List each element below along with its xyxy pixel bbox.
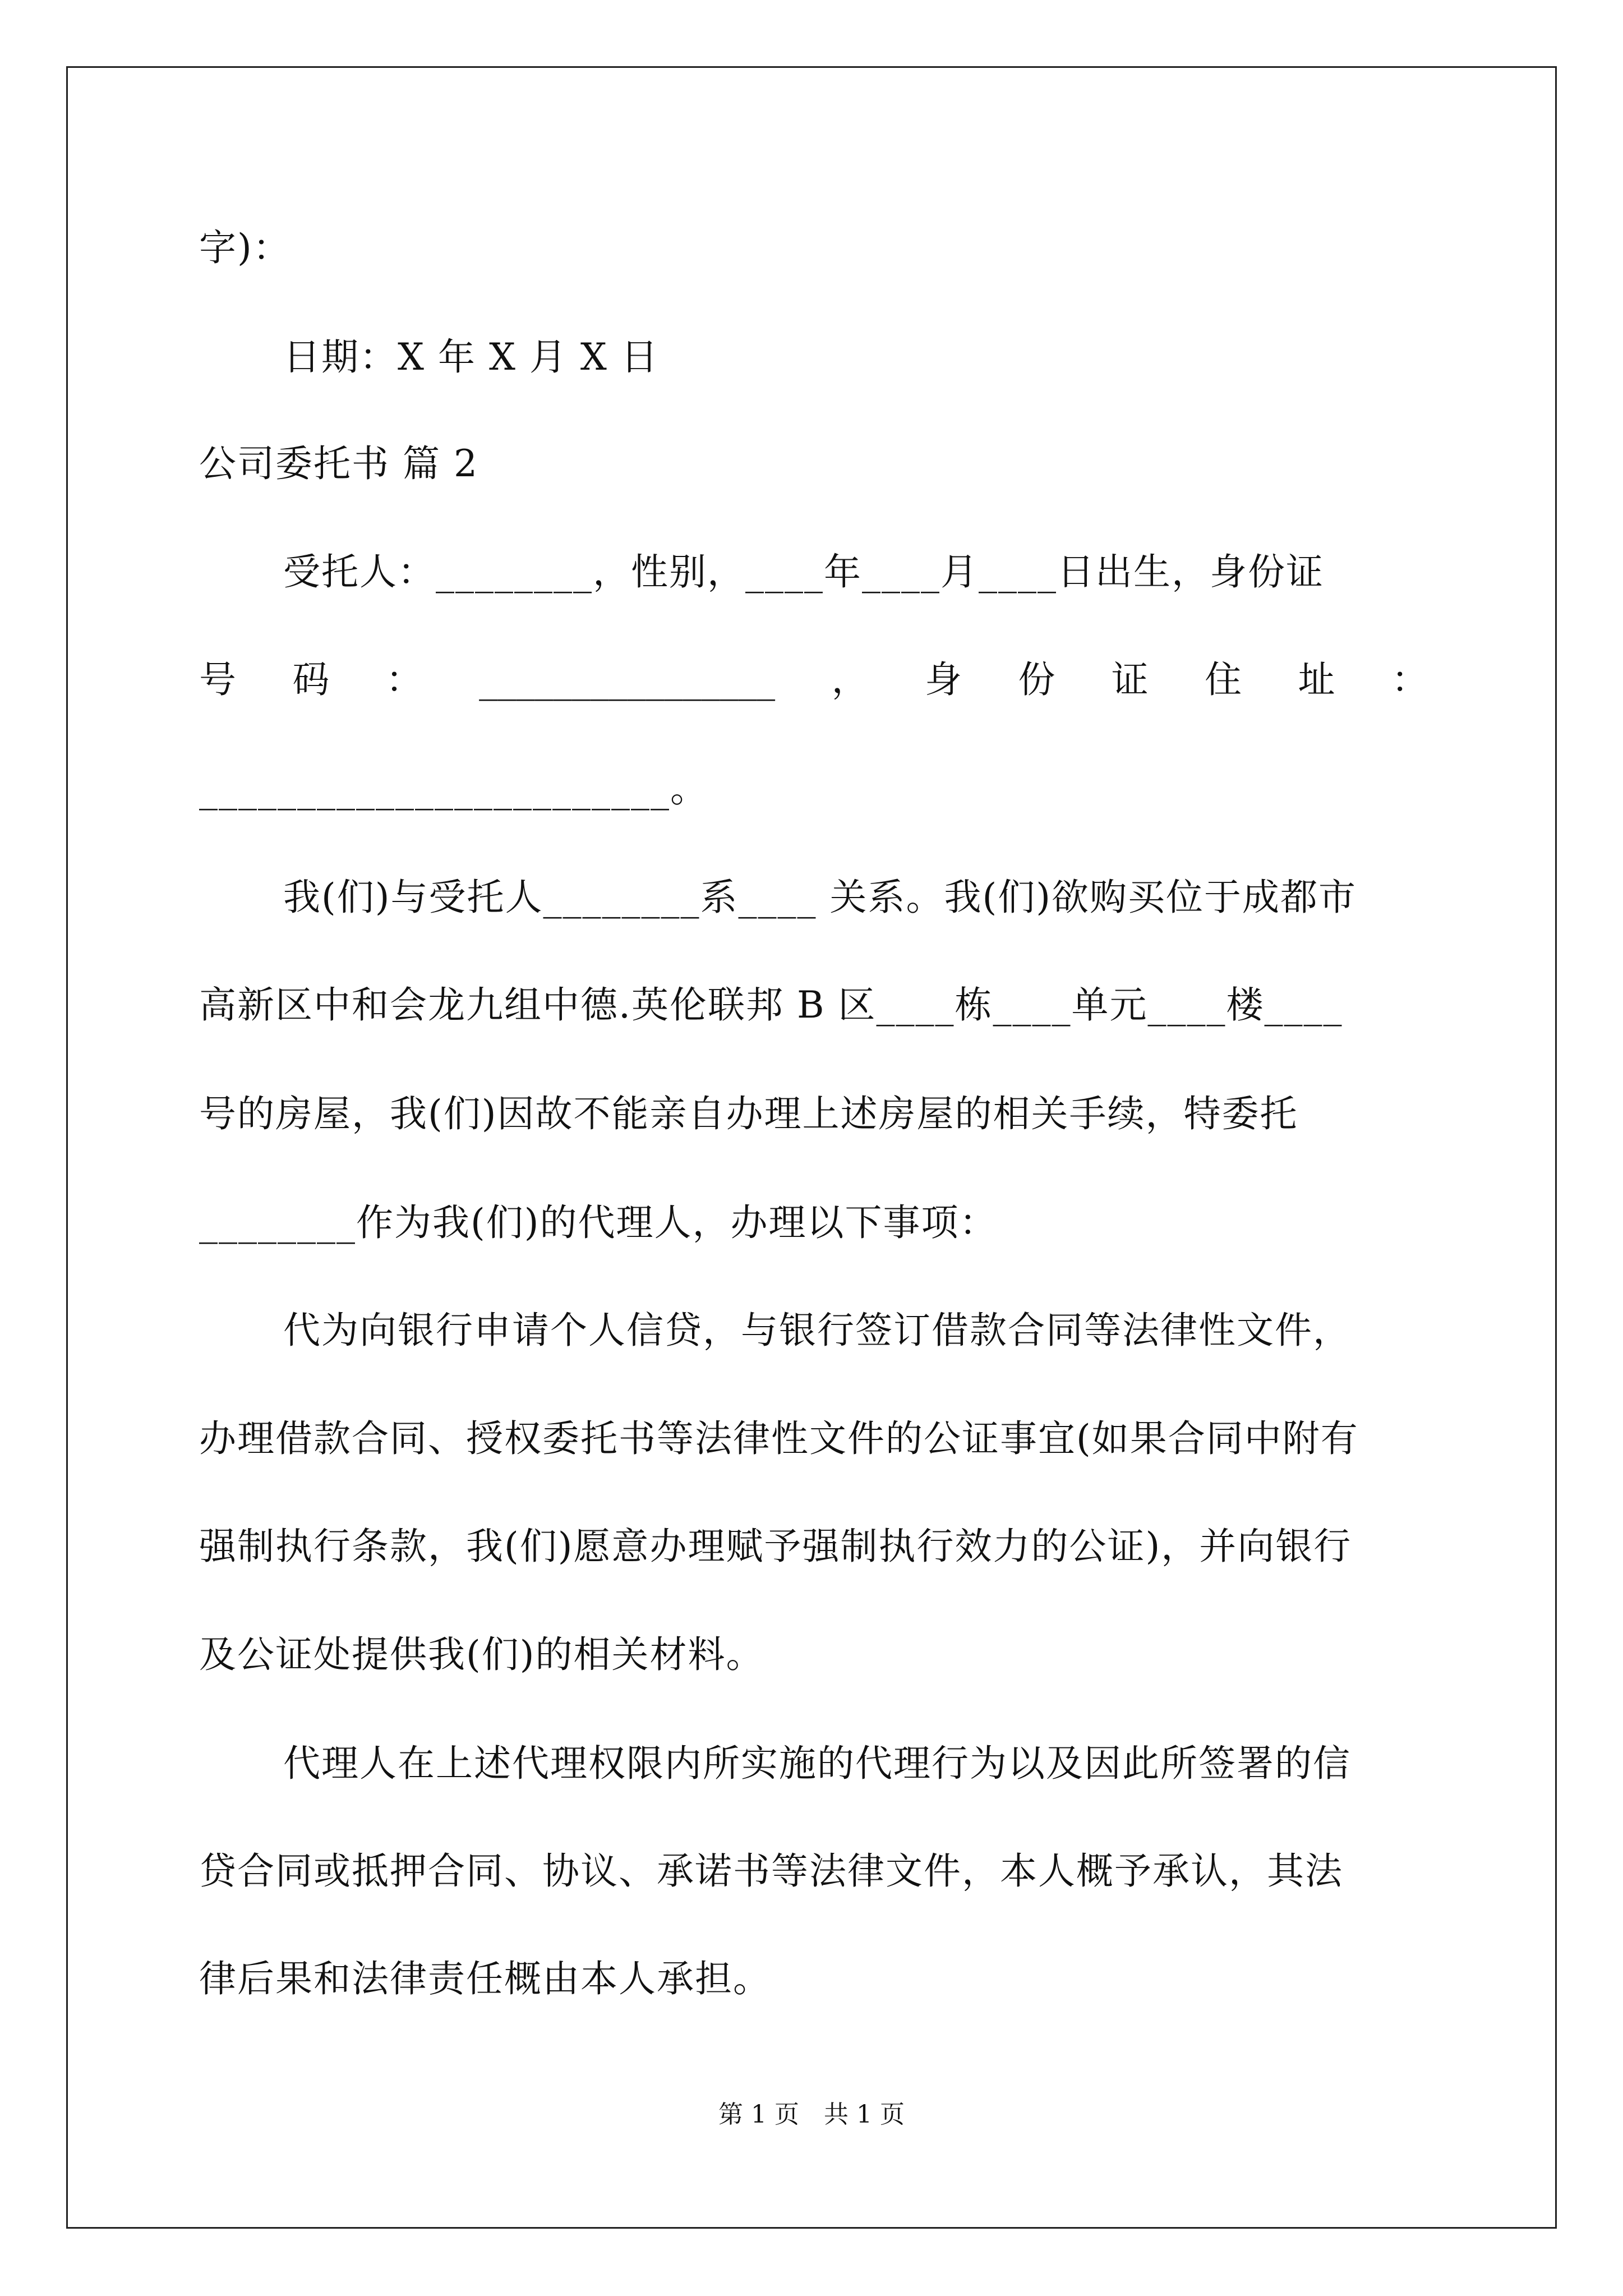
page-number-footer: 第 1 页 共 1 页 xyxy=(718,2100,905,2129)
paragraph-1-line-2: 高新区中和会龙九组中德.英伦联邦 B 区____栋____单元____楼____ xyxy=(199,983,1343,1027)
paragraph-2-line-1: 代为向银行申请个人信贷，与银行签订借款合同等法律性文件， xyxy=(283,1309,1351,1352)
id-blank: ________________ xyxy=(479,658,776,701)
paragraph-2-line-3: 强制执行条款，我(们)愿意办理赋予强制执行效力的公证)，并向银行 xyxy=(199,1525,1352,1568)
id-word-1: 号 xyxy=(199,658,236,701)
id-word-9: 住 xyxy=(1205,658,1242,701)
address-blank-line: ________________________。 xyxy=(199,767,708,811)
paragraph-1-line-1: 我(们)与受托人________系____ 关系。我(们)欲购买位于成都市 xyxy=(283,876,1357,919)
id-word-7: 份 xyxy=(1018,658,1055,701)
date-line: 日期：X 年 X 月 X 日 xyxy=(283,335,659,379)
text-line-1: 字)： xyxy=(199,226,291,269)
id-word-10: 址 xyxy=(1298,658,1335,701)
id-word-2: 码 xyxy=(292,658,330,701)
id-word-8: 证 xyxy=(1111,658,1149,701)
paragraph-1-line-3: 号的房屋，我(们)因故不能亲自办理上述房屋的相关手续，特委托 xyxy=(199,1092,1298,1135)
id-word-3: ： xyxy=(385,658,423,701)
agent-info-line: 受托人：________，性别，____年____月____日出生，身份证 xyxy=(283,550,1324,593)
page-border xyxy=(66,66,1557,2229)
paragraph-1-line-4: ________作为我(们)的代理人，办理以下事项： xyxy=(199,1201,998,1244)
paragraph-3-line-3: 律后果和法律责任概由本人承担。 xyxy=(199,1957,771,2000)
id-number-line xyxy=(199,657,1428,702)
id-word-5: ， xyxy=(831,658,869,701)
paragraph-2-line-4: 及公证处提供我(们)的相关材料。 xyxy=(199,1633,764,1676)
paragraph-3-line-2: 贷合同或抵押合同、协议、承诺书等法律文件，本人概予承认，其法 xyxy=(199,1849,1343,1893)
paragraph-3-line-1: 代理人在上述代理权限内所实施的代理行为以及因此所签署的信 xyxy=(283,1742,1351,1785)
section-heading: 公司委托书 篇 2 xyxy=(199,442,478,485)
id-word-6: 身 xyxy=(924,658,962,701)
id-word-11: ： xyxy=(1391,658,1428,701)
paragraph-2-line-2: 办理借款合同、授权委托书等法律性文件的公证事宜(如果合同中附有 xyxy=(199,1417,1359,1460)
